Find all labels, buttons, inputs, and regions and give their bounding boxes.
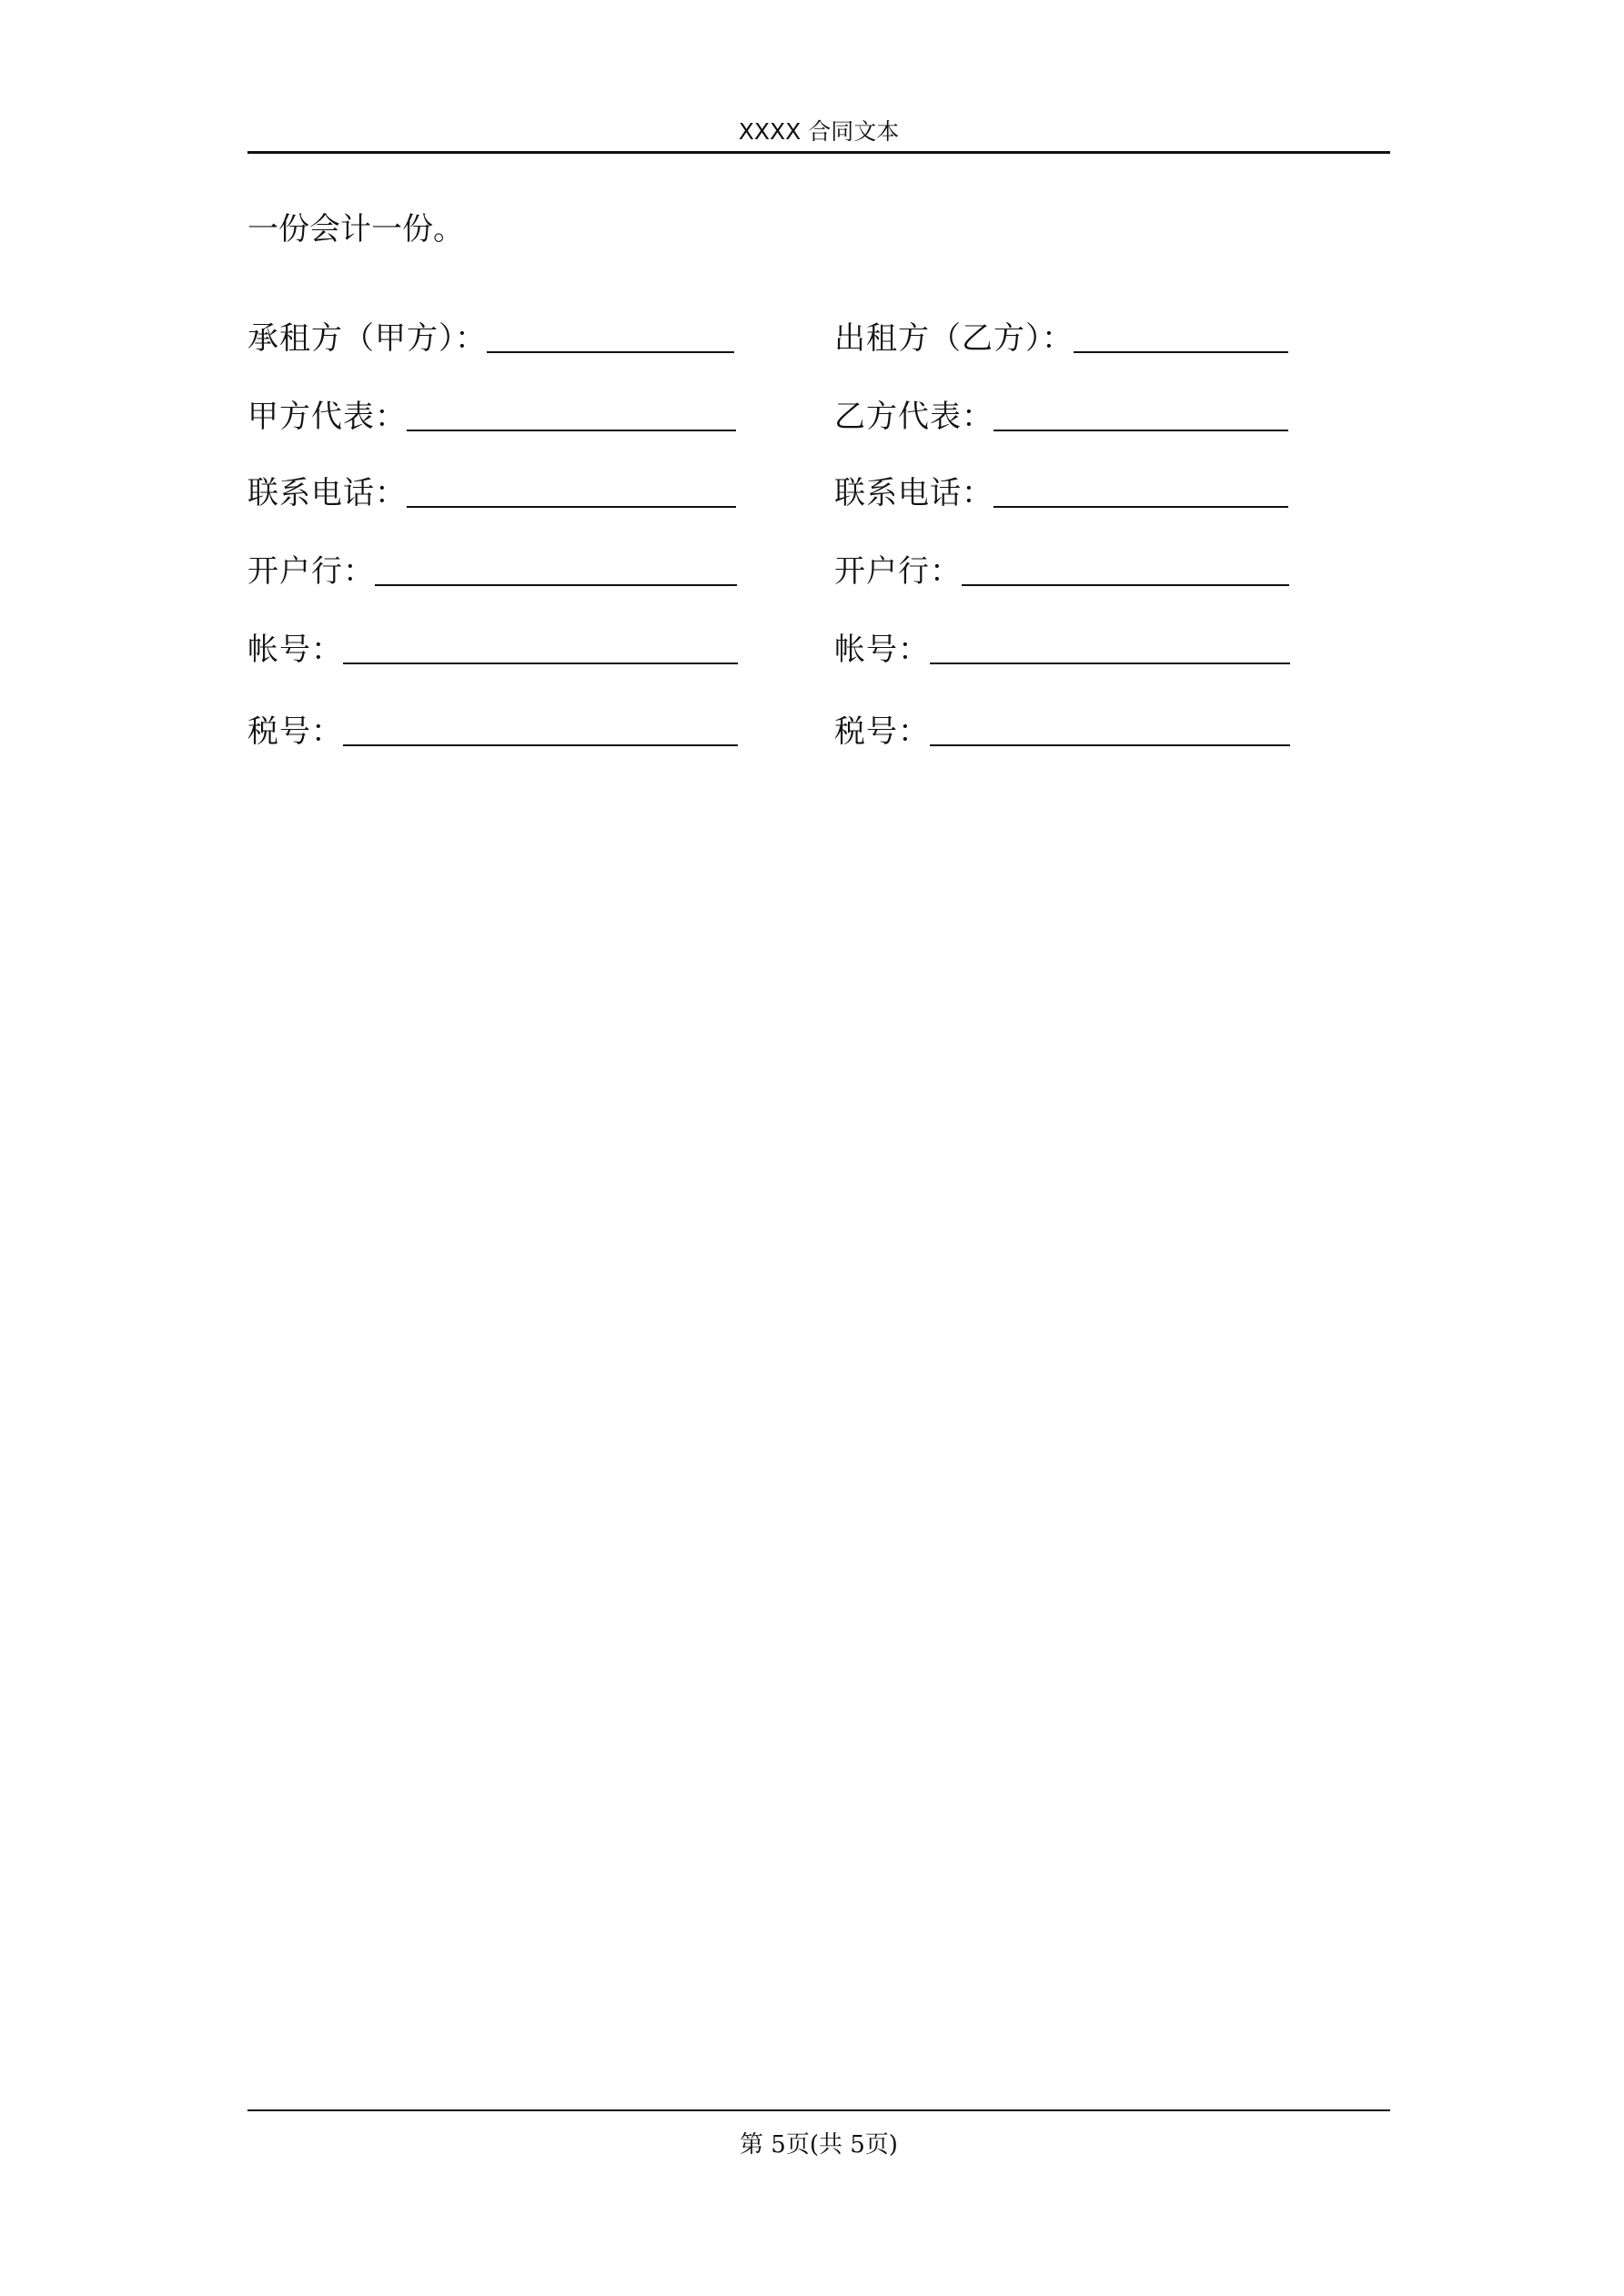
footer-divider bbox=[247, 2109, 1390, 2111]
field-label: 承租方（甲方）： bbox=[247, 320, 487, 357]
party-b-representative-fill-line[interactable] bbox=[994, 430, 1288, 431]
party-a-bank-field bbox=[247, 548, 737, 593]
signature-row-representative bbox=[0, 393, 1624, 439]
party-b-bank-field bbox=[834, 548, 1289, 593]
signature-row-bank bbox=[0, 548, 1624, 593]
party-b-bank-fill-line[interactable] bbox=[962, 584, 1289, 586]
page-number: 第 5页(共 5页) bbox=[740, 2131, 898, 2159]
lessor-fill-line[interactable] bbox=[1074, 351, 1288, 353]
lessee-fill-line[interactable] bbox=[487, 351, 734, 353]
party-a-tax-id-field bbox=[247, 708, 738, 754]
party-a-bank-fill-line[interactable] bbox=[375, 584, 737, 586]
party-a-representative-field bbox=[247, 393, 736, 439]
party-a-account-field bbox=[247, 626, 738, 672]
party-a-account-fill-line[interactable] bbox=[343, 663, 738, 664]
signature-row-account bbox=[0, 626, 1624, 672]
party-a-phone-fill-line[interactable] bbox=[407, 506, 736, 508]
party-b-account-fill-line[interactable] bbox=[930, 663, 1290, 664]
party-a-phone-field bbox=[247, 470, 736, 515]
signature-row-party bbox=[0, 315, 1624, 360]
party-b-representative-field bbox=[834, 393, 1288, 439]
field-label: 帐号： bbox=[834, 632, 930, 668]
header-divider bbox=[247, 151, 1390, 154]
party-b-tax-id-field bbox=[834, 708, 1290, 754]
body-paragraph: 一份会计一份。 bbox=[247, 211, 464, 248]
party-a-tax-id-fill-line[interactable] bbox=[343, 744, 738, 746]
field-label: 乙方代表： bbox=[834, 399, 994, 435]
party-b-tax-id-fill-line[interactable] bbox=[930, 744, 1290, 746]
field-label: 联系电话： bbox=[247, 475, 407, 511]
field-label: 甲方代表： bbox=[247, 399, 407, 435]
signature-row-phone bbox=[0, 470, 1624, 515]
field-label: 开户行： bbox=[247, 553, 375, 590]
field-label: 开户行： bbox=[834, 553, 962, 590]
party-b-account-field bbox=[834, 626, 1290, 672]
field-label: 出租方（乙方）： bbox=[834, 320, 1074, 357]
field-label: 税号： bbox=[834, 713, 930, 750]
field-label: 税号： bbox=[247, 713, 343, 750]
lessee-field bbox=[247, 315, 734, 360]
party-a-representative-fill-line[interactable] bbox=[407, 430, 736, 431]
party-b-phone-field bbox=[834, 470, 1288, 515]
header-title: XXXX 合同文本 bbox=[738, 118, 900, 145]
lessor-field bbox=[834, 315, 1288, 360]
field-label: 帐号： bbox=[247, 632, 343, 668]
signature-row-tax-id bbox=[0, 708, 1624, 754]
party-b-phone-fill-line[interactable] bbox=[994, 506, 1288, 508]
field-label: 联系电话： bbox=[834, 475, 994, 511]
